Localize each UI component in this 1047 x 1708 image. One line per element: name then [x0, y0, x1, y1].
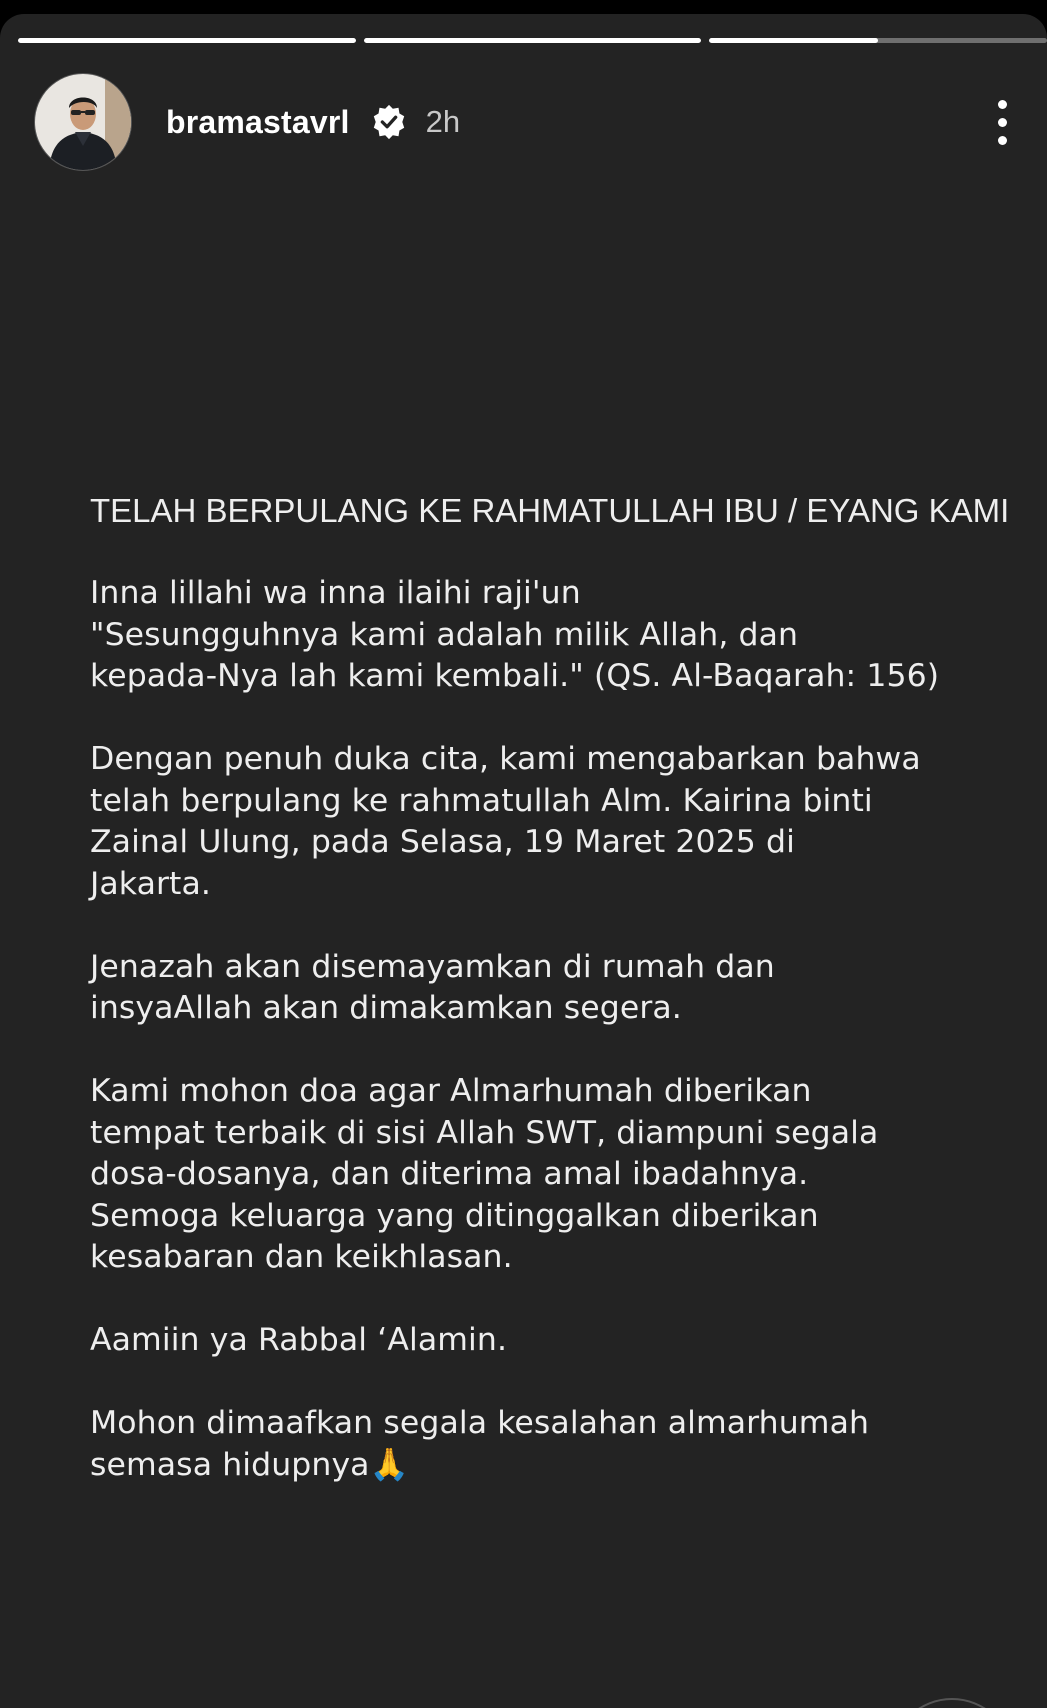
praying-hands-icon: 🙏 [369, 1446, 409, 1483]
paragraph-quote: Inna lillahi wa inna ilaihi raji'un "Sesungguhnya kami adalah milik Allah, dan kepada-Nya lah kami kembali." (QS. Al-Baqarah: 156) [90, 575, 940, 694]
paragraph-apology [90, 1403, 1010, 1486]
progress-segment-1 [18, 38, 356, 43]
post-time: 2h [425, 104, 461, 139]
more-options-button[interactable] [987, 92, 1017, 152]
story-viewer[interactable] [0, 14, 1047, 1708]
paragraph-announcement: Dengan penuh duka cita, kami mengabarkan bahwa telah berpulang ke rahmatullah Alm. Kairina binti Zainal Ulung, pada Selasa, 19 Maret 2025 di Jakarta. [90, 741, 921, 902]
paragraph-prayer: Kami mohon doa agar Almarhumah diberikan tempat terbaik di sisi Allah SWT, diampuni segala dosa-dosanya, dan diterima amal ibadahnya. Semoga keluarga yang ditinggalkan diberikan kesabaran dan keikhlasan. [90, 1073, 879, 1275]
progress-fill [364, 38, 702, 43]
story-header [34, 72, 1017, 172]
announcement-headline: TELAH BERPULANG KE RAHMATULLAH IBU / EYANG KAMI [90, 492, 1010, 529]
more-vertical-icon [998, 100, 1007, 109]
avatar-photo [35, 74, 131, 170]
more-vertical-icon [998, 118, 1007, 127]
more-vertical-icon [998, 136, 1007, 145]
paragraph-funeral: Jenazah akan disemayamkan di rumah dan insyaAllah akan dimakamkan segera. [90, 948, 775, 1026]
progress-segment-3 [709, 38, 1047, 43]
progress-segment-2 [364, 38, 702, 43]
username[interactable]: bramastavrl [166, 103, 350, 140]
story-progress-bar [18, 38, 1047, 43]
paragraph-aamiin: Aamiin ya Rabbal ‘Alamin. [90, 1322, 508, 1358]
verified-badge-icon [370, 103, 408, 141]
progress-fill [18, 38, 356, 43]
reply-bubble-icon[interactable] [890, 1698, 1014, 1708]
apology-text: Mohon dimaafkan segala kesalahan almarhumah semasa hidupnya [90, 1405, 870, 1483]
story-text-content [90, 490, 1010, 1528]
avatar[interactable] [34, 73, 132, 171]
progress-fill [709, 38, 878, 43]
